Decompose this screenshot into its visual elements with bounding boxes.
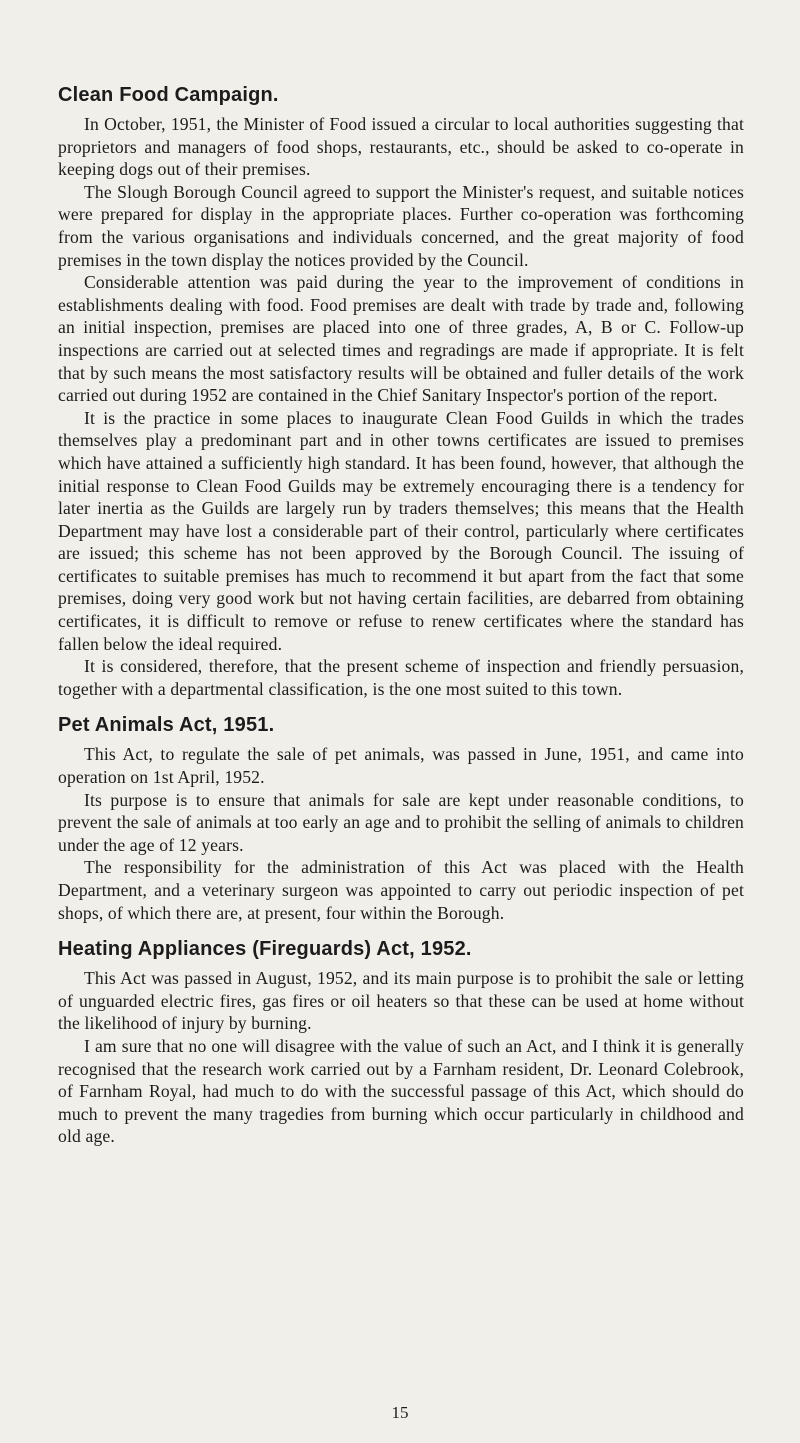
paragraph: This Act was passed in August, 1952, and its main purpose is to prohibit the sale or letting of unguarded electric fires, gas fires or oil heaters so that these can be used at home without the likelihood of injury by burning. [58, 968, 744, 1034]
paragraph: Its purpose is to ensure that animals for sale are kept under reasonable conditions, to prevent the sale of animals at too early an age and to prohibit the selling of animals to children under the age of 12 years. [58, 789, 744, 855]
section-heating-appliances-act [58, 938, 744, 1148]
section-heading: Clean Food Campaign. [58, 84, 279, 106]
paragraph: The Slough Borough Council agreed to support the Minister's request, and suitable notices were prepared for display in the appropriate places. Further co-operation was forthcoming from the various organisations and individuals concerned, and the great majority of food premises in the town display the notices provided by the Council. [58, 181, 744, 270]
paragraph: The responsibility for the administration of this Act was placed with the Health Department, and a veterinary surgeon was appointed to carry out periodic inspection of pet shops, of which there are, at present, four within the Borough. [58, 857, 744, 923]
page-number: 15 [391, 1403, 409, 1422]
paragraph: It is the practice in some places to inaugurate Clean Food Guilds in which the trades themselves play a predominant part and in other towns certificates are issued to premises which have attained a sufficiently high standard. It has been found, however, that although the initial response to Clean Food Guilds may be extremely encouraging there is a tendency for later inertia as the Guilds are largely run by traders themselves; this means that the Health Department may have lost a considerable part of their control, particularly where certificates are issued; this scheme has not been approved by the Borough Council. The issuing of certificates to suitable premises has much to recommend it but apart from the fact that some premises, doing very good work but not having certain facilities, are debarred from obtaining certificates, it is difficult to remove or refuse to renew certificates where the standard has fallen below the ideal required. [58, 407, 744, 654]
paragraph: Considerable attention was paid during the year to the improvement of conditions in establishments dealing with food. Food premises are dealt with trade by trade and, following an initial inspection, premises are placed into one of three grades, A, B or C. Follow-up inspections are carried out at selected times and regradings are made if appropriate. It is felt that by such means the most satisfactory results will be obtained and fuller details of the work carried out during 1952 are contained in the Chief Sanitary Inspector's portion of the report. [58, 272, 744, 406]
section-clean-food-campaign [58, 84, 744, 700]
paragraph: It is considered, therefore, that the present scheme of inspection and friendly persuasion, together with a departmental classification, is the one most suited to this town. [58, 656, 744, 699]
paragraph: I am sure that no one will disagree with the value of such an Act, and I think it is generally recognised that the research work carried out by a Farnham resident, Dr. Leonard Colebrook, of Farnham Royal, had much to do with the successful passage of this Act, which should do much to prevent the many tragedies from burning which occur particularly in childhood and old age. [58, 1035, 744, 1147]
paragraph: This Act, to regulate the sale of pet animals, was passed in June, 1951, and came into operation on 1st April, 1952. [58, 744, 744, 788]
paragraph: In October, 1951, the Minister of Food issued a circular to local authorities suggesting that proprietors and managers of food shops, restaurants, etc., should be asked to co-operate in keeping dogs out of their premises. [58, 114, 744, 180]
section-heading: Heating Appliances (Fireguards) Act, 1952. [58, 938, 472, 961]
section-heading: Pet Animals Act, 1951. [58, 714, 275, 737]
section-pet-animals-act [58, 714, 744, 924]
